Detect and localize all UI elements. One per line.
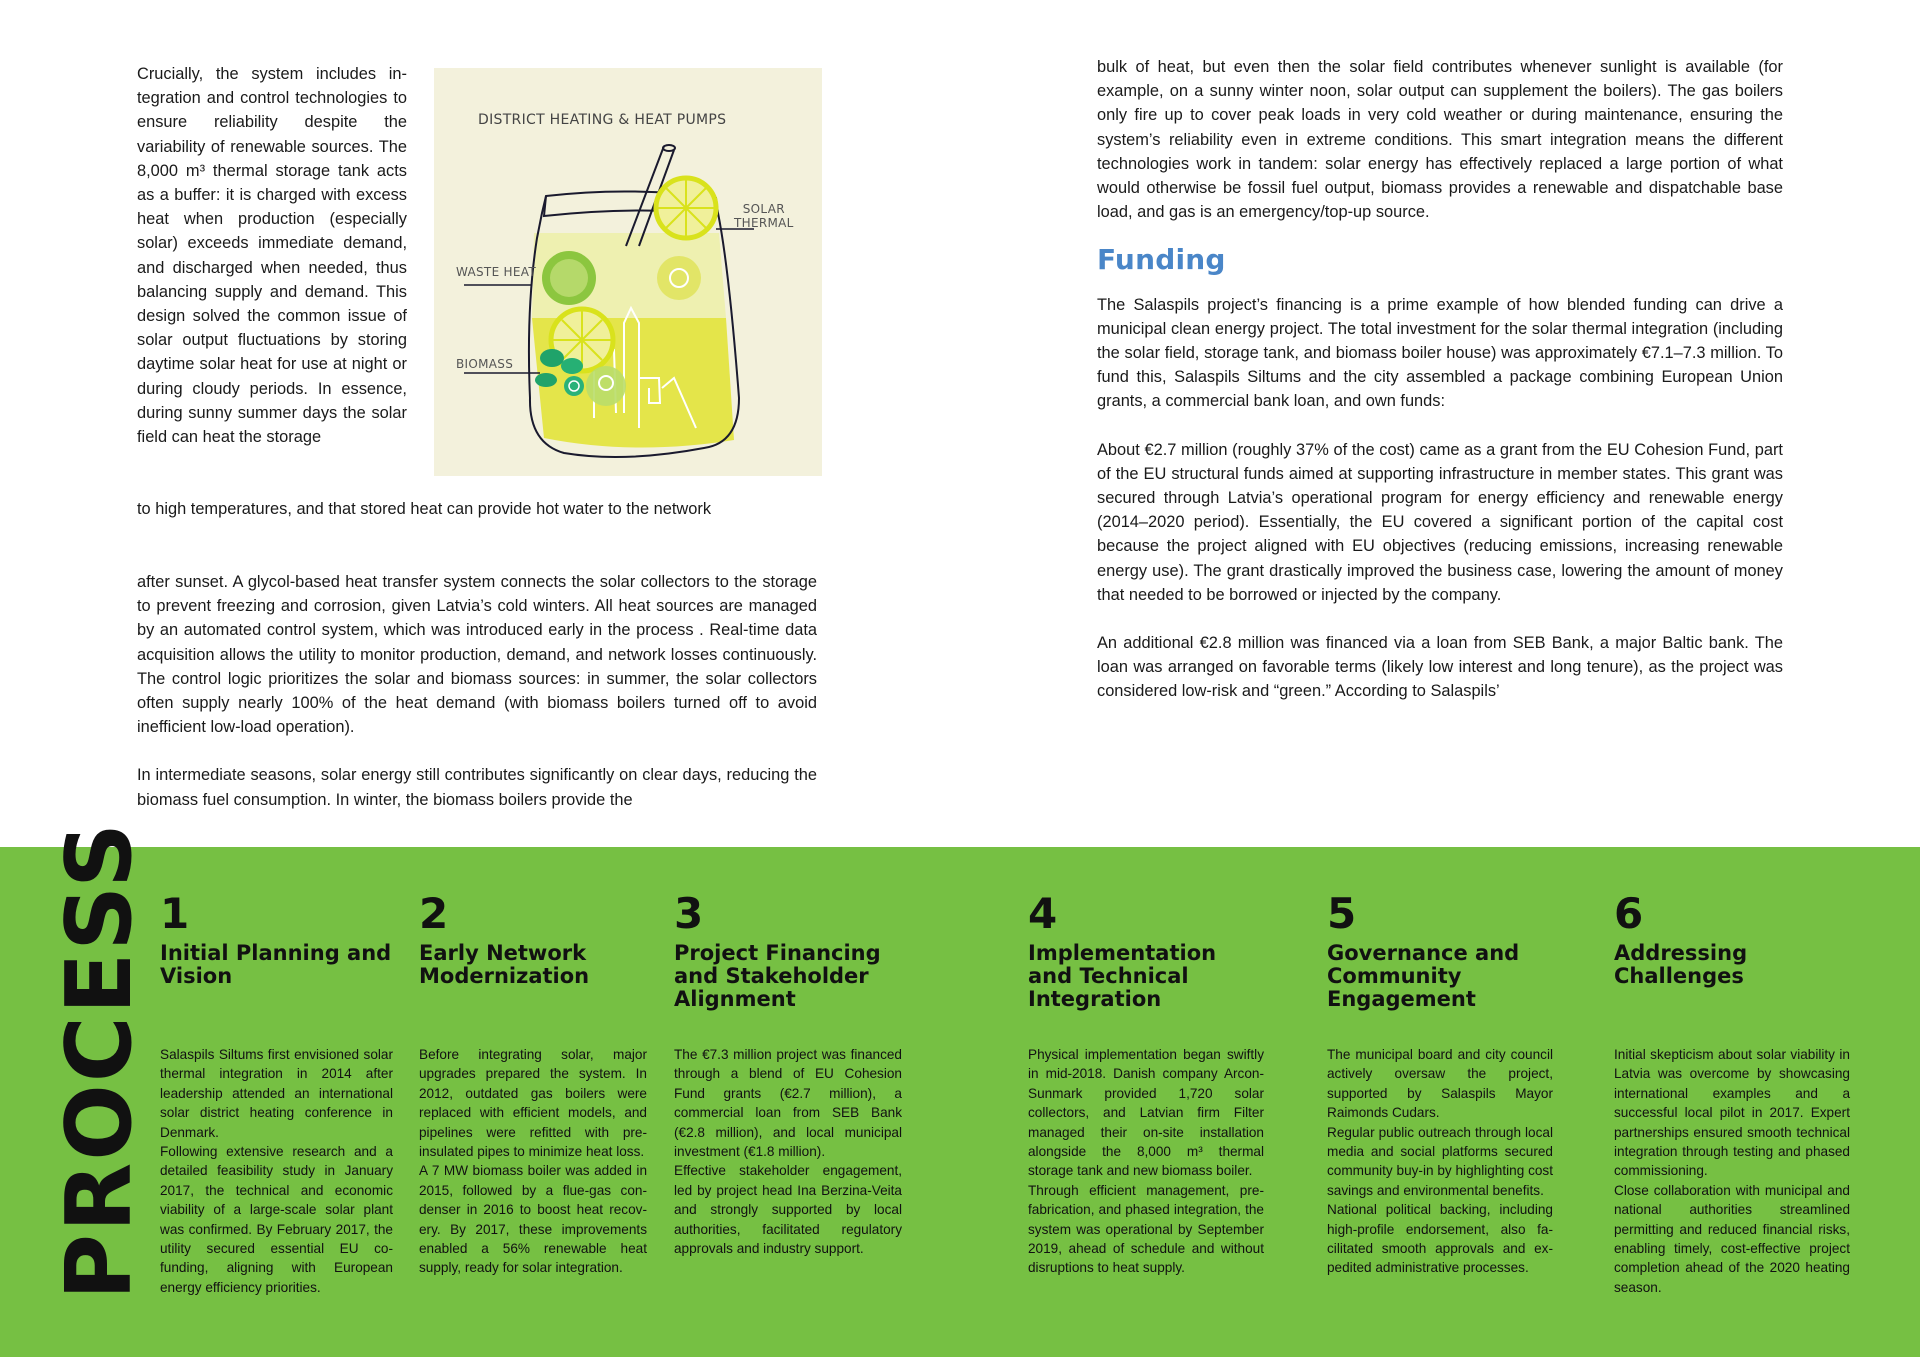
process-step-3 xyxy=(674,889,902,1257)
funding-paragraph: The Salaspils project’s financing is a prime example of how blended funding can drive a municipal clean energy project. The total investment for the solar thermal integration (including the solar field, storage tank, and biomass boiler house) was approximately €7.1–7.3 million. To fund this, Salaspils Siltums and the city assembled a package combining European Union grants, a commercial bank loan, and own funds: xyxy=(1097,295,1783,411)
step-paragraph: The €7.3 million project was financed through a blend of EU Cohesion Fund grants (€2.7 million), a commercial loan from SEB Bank (€2.8 million), and local municipal investment (€1.8 million). xyxy=(674,1047,902,1160)
step-number: 2 xyxy=(419,889,449,938)
step-body xyxy=(1327,1045,1553,1278)
straw-top xyxy=(663,145,675,151)
step-title: Addressing Challenges xyxy=(1614,941,1748,988)
right-body-column xyxy=(1097,55,1783,728)
process-step-2 xyxy=(419,889,647,1276)
step-paragraph: Salaspils Siltums first envisioned solar thermal integration in 2014 after leadership attended an international solar district heating conference in Denmark. xyxy=(160,1047,393,1140)
sun-slice xyxy=(657,256,701,300)
funding-paragraph: About €2.7 million (roughly 37% of the cost) came as a grant from the EU Cohesion Fund, part of the EU structural funds aimed at supporting infrastructure in member states. This grant was secured through Latvia’s operational program for energy efficiency and renewable energy (2014–2020 period). Essentially, the EU covered a significant portion of the capital cost because the project aligned with EU objectives (reducing emissions, increasing renewable energy use). The grant drastically improved the business case, lowering the amount of money that needed to be borrowed or injected by the company. xyxy=(1097,440,1783,604)
process-vertical-title: PROCESS xyxy=(47,821,152,1300)
step-paragraph: Regular public outreach through local media and social platforms secured community buy-in by highlighting cost savings and environmental benefits. xyxy=(1327,1124,1553,1198)
step-paragraph: Physical implementation began swiftly in mid-2018. Danish company Arcon-Sunmark provided 1,720 solar collectors, and Latvian firm Filter managed their on-site installation alongside the 8,000 m³ thermal storage tank and new biomass boiler. xyxy=(1028,1047,1264,1179)
step-paragraph: Initial skepticism about solar viability in Latvia was overcome by showcasing international examples and a successful local pilot in 2017. Expert partnerships ensured smooth technical integration through testing and phased commissioning. xyxy=(1614,1047,1850,1179)
step-title: Project Financing and Stakeholder Alignment xyxy=(674,941,881,1011)
step-paragraph: The municipal board and city council actively oversaw the project, supported by Salaspils Mayor Raimonds Cudars. xyxy=(1327,1047,1553,1121)
label-solar-thermal xyxy=(734,202,794,230)
process-step-5 xyxy=(1327,889,1553,1276)
process-step-6 xyxy=(1614,889,1850,1295)
step-number: 5 xyxy=(1327,889,1357,938)
funding-paragraph: An additional €2.8 million was financed via a loan from SEB Bank, a major Baltic bank. The loan was arranged on favorable terms (likely low interest and long tenure), as the project was considered low-risk and “green.” According to Salaspils’ xyxy=(1097,634,1783,701)
step-paragraph: National political backing, including high-profile endorsement, also facilitated smooth approvals and expedited administrative processes. xyxy=(1327,1202,1553,1276)
step-number: 3 xyxy=(674,889,704,938)
step-title: Governance and Community Engagement xyxy=(1327,941,1520,1011)
district-heating-illustration xyxy=(434,68,822,476)
step-paragraph: Effective stakeholder engagement, led by project head Ina Berzina-Veita and strongly supported by local authorities, facilitated regulatory approvals and industry support. xyxy=(674,1163,902,1257)
step-title: Implementation and Technical Integration xyxy=(1028,941,1217,1011)
step-body xyxy=(674,1045,902,1258)
body-paragraph: In intermediate seasons, solar energy still contributes significantly on clear days, reducing the biomass fuel consumption. In winter, the biomass boilers provide the xyxy=(137,766,817,809)
left-body-text-wrapped: Crucially, the system includes integration and control technologies to ensure reliability despite the variability of renewable sources. The 8,000 m³ thermal storage tank acts as a buffer: it is charged with excess heat when production (especially solar) exceeds immediate demand, and discharged when needed, thus balancing supply and demand. This design solved the common issue of solar output fluctuations by storing daytime solar heat for use at night or during cloudy periods. In essence, during sunny summer days the solar field can heat the storage xyxy=(137,65,407,447)
step-paragraph: Through efficient management, prefabrication, and phased integration, the system was operational by September 2019, ahead of schedule and without disruptions to heat supply. xyxy=(1028,1182,1264,1276)
label-biomass: BIOMASS xyxy=(456,357,514,371)
biomass-leaf xyxy=(540,349,564,367)
process-step-4 xyxy=(1028,889,1264,1276)
process-step-1 xyxy=(160,889,393,1295)
left-body-text-continuation: to high temperatures, and that stored heat can provide hot water to the network xyxy=(137,500,712,518)
body-paragraph: bulk of heat, but even then the solar field contributes whenever sunlight is available (for example, on a sunny winter noon, solar output can supplement the boilers). The gas boilers only fire up to cover peak loads in very cold weather or during maintenance, ensuring the system’s reliability even in extreme conditions. This smart integration means the different technologies work in tandem: solar energy has effectively replaced a large portion of what would otherwise be fossil fuel output, biomass provides a renewable and dispatchable base load, and gas is an emergency/top-up source. xyxy=(1097,58,1783,222)
step-paragraph: Following extensive research and a detailed feasibility study in January 2017, the technical and economic viability of a large-scale solar plant was confirmed. By February 2017, the utility secured essential EU co-funding, aligning with European energy efficiency priorities. xyxy=(160,1144,393,1295)
left-body-column xyxy=(137,570,817,836)
step-body xyxy=(160,1045,393,1297)
step-body xyxy=(1614,1045,1850,1297)
step-title: Early Network Modernization xyxy=(419,941,590,988)
step-paragraph: A 7 MW biomass boiler was added in 2015, followed by a flue-gas condenser in 2016 to boost heat recovery. By 2017, these improvements enabled a 56% renewable heat supply, ready for solar integration. xyxy=(419,1163,647,1276)
illustration-title: DISTRICT HEATING & HEAT PUMPS xyxy=(478,112,727,128)
body-paragraph: after sunset. A glycol-based heat transfer system connects the solar collectors to the storage to prevent freezing and corrosion, given Latvia’s cold winters. All heat sources are managed by an automated control system, which was introduced early in the process . Real-time data acquisition allows the utility to monitor production, demand, and network losses continuously. The control logic prioritizes the solar and biomass sources: in summer, the solar collectors often supply nearly 100% of the heat demand (with biomass boilers turned off to avoid inefficient low-load operation). xyxy=(137,573,817,737)
step-number: 1 xyxy=(160,889,190,938)
step-body xyxy=(419,1045,647,1278)
label-waste-heat: WASTE HEAT xyxy=(456,265,536,279)
label-solar: SOLAR xyxy=(742,202,785,216)
step-paragraph: Close collaboration with municipal and national authorities streamlined permitting and reduced financial risks, enabling timely, cost-effective project completion ahead of the 2020 heating season. xyxy=(1614,1182,1850,1295)
step-title: Initial Planning and Vision xyxy=(160,941,392,988)
funding-heading: Funding xyxy=(1097,243,1226,277)
step-body xyxy=(1028,1045,1264,1278)
bulb-slice xyxy=(586,366,626,406)
step-paragraph: Before integrating solar, major upgrades prepared the system. In 2012, outdated gas boilers were replaced with efficient models, and pipelines were refitted with pre-insulated pipes to minimize heat loss. xyxy=(419,1047,647,1160)
label-thermal: THERMAL xyxy=(734,216,794,230)
step-number: 4 xyxy=(1028,889,1058,938)
step-number: 6 xyxy=(1614,889,1644,938)
